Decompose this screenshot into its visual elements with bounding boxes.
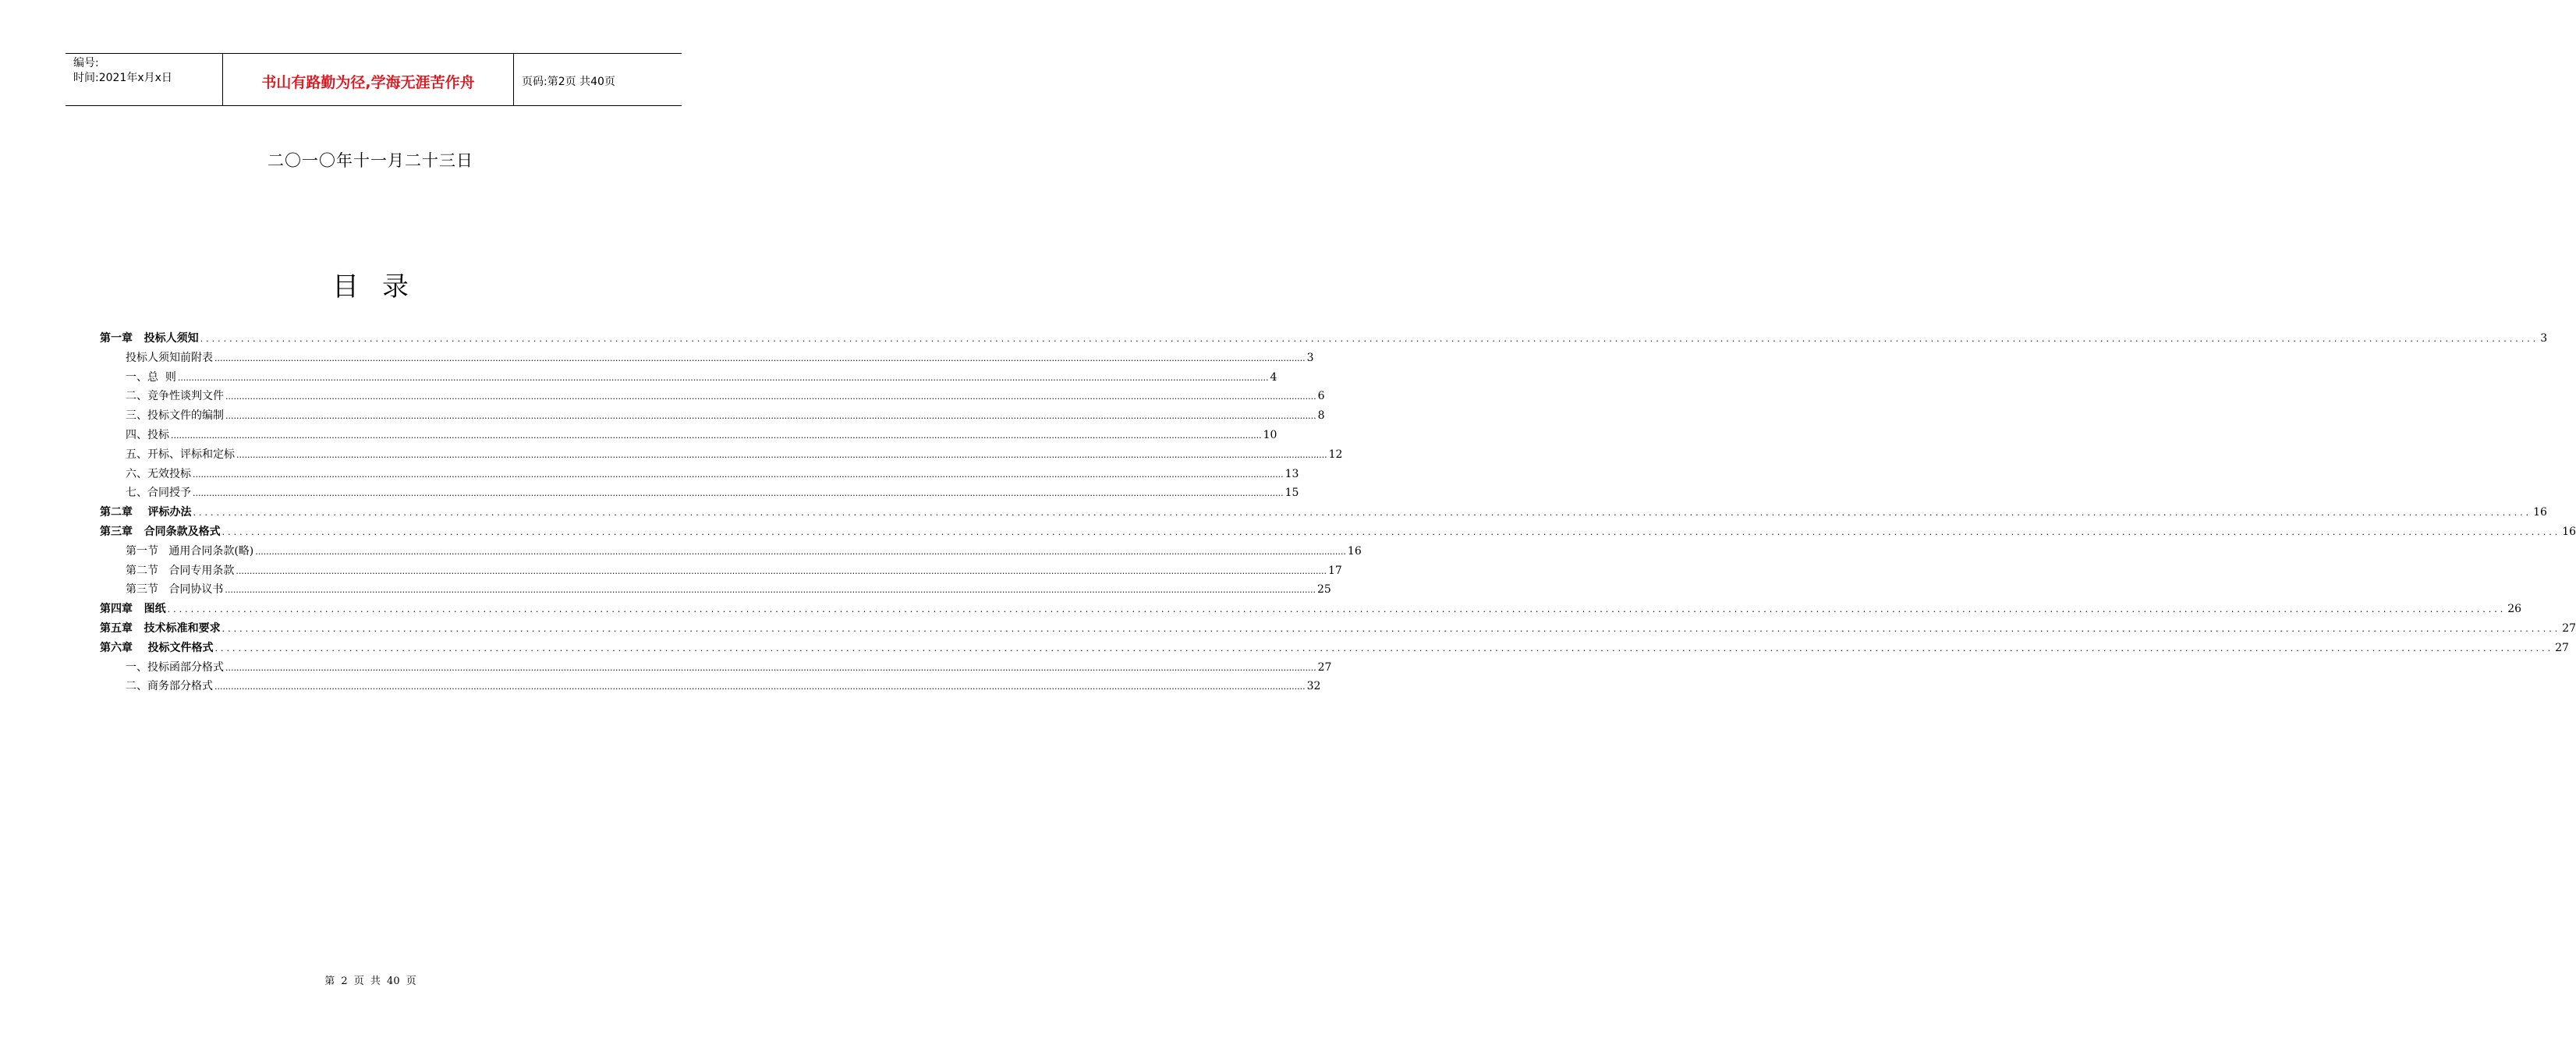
- toc-dot-leader: ................................................................................................................................................................................................................................................................................................................................................................................................................: [171, 430, 1262, 441]
- toc-dot-leader: ................................................................................................................................................................................................................................................................................................................................................................................................................: [214, 682, 1306, 692]
- toc-dot-leader: ................................................................................................................................................................................................................................................................................................................................................................................................................: [225, 662, 1316, 673]
- header-motto: 书山有路勤为径,学海无涯苦作舟: [261, 73, 475, 91]
- header-number: 编号:: [73, 57, 99, 69]
- toc-entry-label: 四、投标: [126, 428, 169, 441]
- toc-entry-label: 投标人须知前附表: [126, 351, 213, 364]
- toc-dot-leader: ................................................................................................................................................................................................................................................................................................................................................................................................................: [167, 604, 2507, 615]
- toc-entry-page: 16: [1347, 544, 1362, 558]
- toc-entry-label: 第三节 合同协议书: [126, 583, 224, 597]
- toc-dot-leader: ................................................................................................................................................................................................................................................................................................................................................................................................................: [255, 546, 1346, 557]
- toc-entry[interactable]: [100, 406, 1325, 426]
- toc-dot-leader: ................................................................................................................................................................................................................................................................................................................................................................................................................: [200, 334, 2539, 344]
- toc-entry-page: 3: [2540, 332, 2548, 345]
- toc-entry-label: 第一章 投标人须知: [100, 332, 199, 345]
- toc-dot-leader: ................................................................................................................................................................................................................................................................................................................................................................................................................: [225, 585, 1316, 596]
- toc-entry[interactable]: [100, 445, 1343, 465]
- toc-entry-page: 3: [1306, 351, 1314, 364]
- toc-entry-label: 第一节 通用合同条款(略): [126, 544, 254, 558]
- toc-entry-label: 二、商务部分格式: [126, 680, 213, 693]
- toc-entry-label: 六、无效投标: [126, 467, 191, 480]
- toc-entry-label: 第六章 投标文件格式: [100, 641, 214, 654]
- toc-dot-leader: ................................................................................................................................................................................................................................................................................................................................................................................................................: [221, 623, 2561, 634]
- toc-entry-label: 一、总 则: [126, 370, 176, 384]
- toc-dot-leader: ................................................................................................................................................................................................................................................................................................................................................................................................................: [177, 372, 1269, 383]
- toc-dot-leader: ................................................................................................................................................................................................................................................................................................................................................................................................................: [214, 352, 1306, 363]
- table-of-contents: [100, 329, 2576, 696]
- page-footer: 第 2 页 共 40 页: [324, 975, 416, 987]
- header-time: 时间:2021年x月x日: [73, 72, 172, 84]
- toc-title: 目录: [332, 271, 432, 303]
- toc-dot-leader: ................................................................................................................................................................................................................................................................................................................................................................................................................: [236, 449, 1327, 460]
- toc-entry-page: 27: [2555, 641, 2569, 654]
- page-header: [66, 53, 682, 106]
- toc-entry[interactable]: [100, 561, 1342, 581]
- toc-entry-label: 七、合同授予: [126, 487, 191, 500]
- toc-entry[interactable]: [100, 483, 1299, 503]
- toc-entry-page: 10: [1263, 428, 1277, 441]
- toc-dot-leader: ................................................................................................................................................................................................................................................................................................................................................................................................................: [221, 526, 2561, 537]
- toc-entry[interactable]: [100, 465, 1299, 484]
- toc-entry-page: 15: [1284, 487, 1299, 500]
- toc-dot-leader: ................................................................................................................................................................................................................................................................................................................................................................................................................: [193, 488, 1284, 499]
- document-date: 二〇一〇年十一月二十三日: [268, 151, 473, 170]
- toc-entry[interactable]: [100, 580, 1331, 600]
- header-page-info: 页码:第2页 共40页: [522, 76, 615, 88]
- toc-entry[interactable]: [100, 639, 2569, 658]
- toc-entry-label: 五、开标、评标和定标: [126, 448, 235, 461]
- toc-entry-label: 二、竞争性谈判文件: [126, 390, 224, 403]
- toc-entry[interactable]: [100, 387, 1325, 406]
- toc-dot-leader: ................................................................................................................................................................................................................................................................................................................................................................................................................: [225, 411, 1316, 422]
- toc-entry-label: 第二章 评标办法: [100, 506, 192, 519]
- toc-entry[interactable]: [100, 600, 2522, 619]
- toc-dot-leader: ................................................................................................................................................................................................................................................................................................................................................................................................................: [236, 565, 1327, 576]
- toc-entry[interactable]: [100, 503, 2547, 522]
- toc-dot-leader: ................................................................................................................................................................................................................................................................................................................................................................................................................: [225, 391, 1316, 402]
- header-meta: [66, 54, 223, 105]
- header-motto-cell: [223, 54, 514, 105]
- toc-entry[interactable]: [100, 368, 1277, 388]
- toc-entry-label: 第三章 合同条款及格式: [100, 525, 221, 538]
- toc-entry[interactable]: [100, 329, 2548, 349]
- toc-entry-label: 第五章 技术标准和要求: [100, 621, 221, 635]
- toc-entry-page: 27: [2562, 621, 2576, 635]
- toc-entry-page: 13: [1284, 467, 1299, 480]
- toc-entry-label: 第四章 图纸: [100, 603, 166, 616]
- toc-dot-leader: ................................................................................................................................................................................................................................................................................................................................................................................................................: [214, 643, 2554, 653]
- toc-entry-page: 32: [1306, 680, 1321, 693]
- toc-entry[interactable]: [100, 426, 1277, 445]
- toc-entry[interactable]: [100, 677, 1321, 696]
- toc-dot-leader: ................................................................................................................................................................................................................................................................................................................................................................................................................: [193, 469, 1284, 480]
- toc-entry-page: 26: [2507, 603, 2522, 616]
- toc-entry-label: 三、投标文件的编制: [126, 409, 224, 423]
- toc-dot-leader: ................................................................................................................................................................................................................................................................................................................................................................................................................: [193, 508, 2532, 519]
- toc-entry-page: 27: [1317, 660, 1332, 674]
- toc-entry[interactable]: [100, 522, 2576, 542]
- toc-entry-page: 6: [1317, 390, 1325, 403]
- toc-entry-label: 第二节 合同专用条款: [126, 564, 235, 577]
- toc-entry-page: 4: [1270, 370, 1277, 384]
- toc-entry-page: 16: [2533, 506, 2547, 519]
- toc-entry[interactable]: [100, 619, 2576, 639]
- toc-entry[interactable]: [100, 349, 1314, 368]
- toc-entry-label: 一、投标函部分格式: [126, 660, 224, 674]
- toc-entry[interactable]: [100, 542, 1362, 561]
- toc-entry-page: 8: [1317, 409, 1325, 423]
- toc-entry-page: 12: [1328, 448, 1343, 461]
- toc-entry[interactable]: [100, 658, 1332, 678]
- toc-entry-page: 25: [1317, 583, 1331, 597]
- toc-entry-page: 16: [2562, 525, 2576, 538]
- toc-entry-page: 17: [1328, 564, 1342, 577]
